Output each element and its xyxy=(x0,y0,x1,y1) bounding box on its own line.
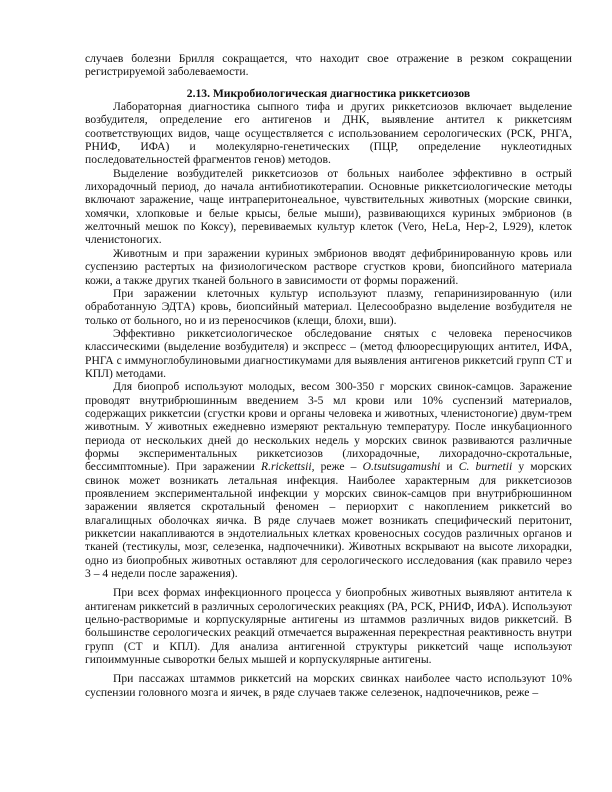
paragraph-serology: При всех формах инфекционного процесса у биопробных животных выявляют антитела к антигенам риккетсий в различных серологических реакциях (РА, РСК, РНИФ, ИФА). Используют цельно-растворимые и корпускулярные антигены из штаммов различных видов риккетсий. В большинстве серологических реакций отмечается выраженная перекрестная реактивность внутри групп (СТ и КПЛ). Для анализа антигенной структуры риккетсий чаще используют гипоиммунные сыворотки белых мышей и корпускулярные антигены. xyxy=(85,586,572,667)
paragraph-lab-diagnostics: Лабораторная диагностика сыпного тифа и других риккетсиозов включает выделение возбудителя, определение его антигенов и ДНК, выявление антител к риккетсиям соответствующих видов, чаще осуществляется с использованием серологических (РСК, РНГА, РНИФ, ИФА) и молекулярно-генетических (ПЦР, определение нуклеотидных последовательностей фрагментов генов) методов. xyxy=(85,100,572,167)
bioassay-text-d: у морских свинок может возникать летальная инфекция. Наиболее характерным для риккетсиозов проявлением экспериментальной инфекции у морских свинок-самцов при внутрибрюшинном заражении является скротальный феномен – периорхит с накоплением риккетсий во влагалищных оболочках яичка. В ряде случаев может возникать специфический перитонит, риккетсии накапливаются в эндотелиальных клетках кровеносных сосудов различных органов и тканей (тестикулы, мозг, селезенка, надпочечники). Животных вскрывают на высоте лихорадки, одно из биопробных животных оставляют для серологического исследования (как правило через 3 – 4 недели после заражения). xyxy=(85,460,572,581)
paragraph-vector-examination: Эффективно риккетсиологическое обследование снятых с человека переносчиков классическими (выделение возбудителя) и экспресс – (метод флюоресцирующих антител, ИФА, РНГА с иммуноглобулиновыми диагностикумами для выявления антигенов риккетсий групп СТ и КПЛ) методами. xyxy=(85,326,572,380)
paragraph-passages: При пассажах штаммов риккетсий на морских свинках наиболее часто используют 10% суспензии головного мозга и яичек, в ряде случаев также селезенок, надпочечников, реже – xyxy=(85,672,572,699)
intro-paragraph: случаев болезни Брилля сокращается, что находит свое отражение в резком сокращении регистрируемой заболеваемости. xyxy=(85,52,572,79)
paragraph-isolation-methods: Выделение возбудителей риккетсиозов от больных наиболее эффективно в острый лихорадочный период, до начала антибиотикотерапии. Основные риккетсиологические методы включают заражение, чаще интраперитонеальное, чувствительных животных (морские свинки, хомячки, хлопковые и белые крысы, белые мыши), развивающихся куриных эмбрионов (в желточный мешок по Коксу), перевиваемых культур клеток (Vero, HeLa, Hep-2, L929), клеток членистоногих. xyxy=(85,166,572,247)
paragraph-infection-material: Животным и при заражении куриных эмбрионов вводят дефибринированную кровь или суспензию растертых на физиологическом растворе сгустков крови, биопсийного материала кожи, а также других тканей больного в зависимости от формы поражений. xyxy=(85,246,572,287)
bioassay-text-a: Для биопроб используют молодых, весом 300-350 г морских свинок-самцов. Заражение проводят внутрибрюшинным введением 3-5 мл крови или 10% суспензий материалов, содержащих риккетсии (сгустки крови и органы человека и животных, членистоногие) двум-трем животным. У животных ежедневно измеряют ректальную температуру. После инкубационного периода от нескольких дней до нескольких недель у морских свинок развиваются различные формы экспериментальных риккетсиозов (лихорадочные, лихорадочно-скротальные, бессимптомные). При заражении xyxy=(85,380,572,474)
species-burnetii: C. burnetii xyxy=(458,460,513,474)
species-tsutsugamushi: O.tsutsugamushi xyxy=(362,460,441,474)
species-rickettsii: R.rickettsii, xyxy=(261,460,315,474)
section-title: 2.13. Микробиологическая диагностика риккетсиозов xyxy=(186,86,471,100)
bioassay-text-b: реже – xyxy=(314,460,363,474)
paragraph-bioassay xyxy=(85,380,572,580)
bioassay-text-c: и xyxy=(440,460,459,474)
document-page xyxy=(85,52,572,699)
paragraph-cell-cultures: При заражении клеточных культур используют плазму, гепаринизированную (или обработанную ЭДТА) кровь, биопсийный материал. Целесообразно выделение возбудителя не только от больного, но и из переносчиков (клещи, блохи, вши). xyxy=(85,286,572,327)
